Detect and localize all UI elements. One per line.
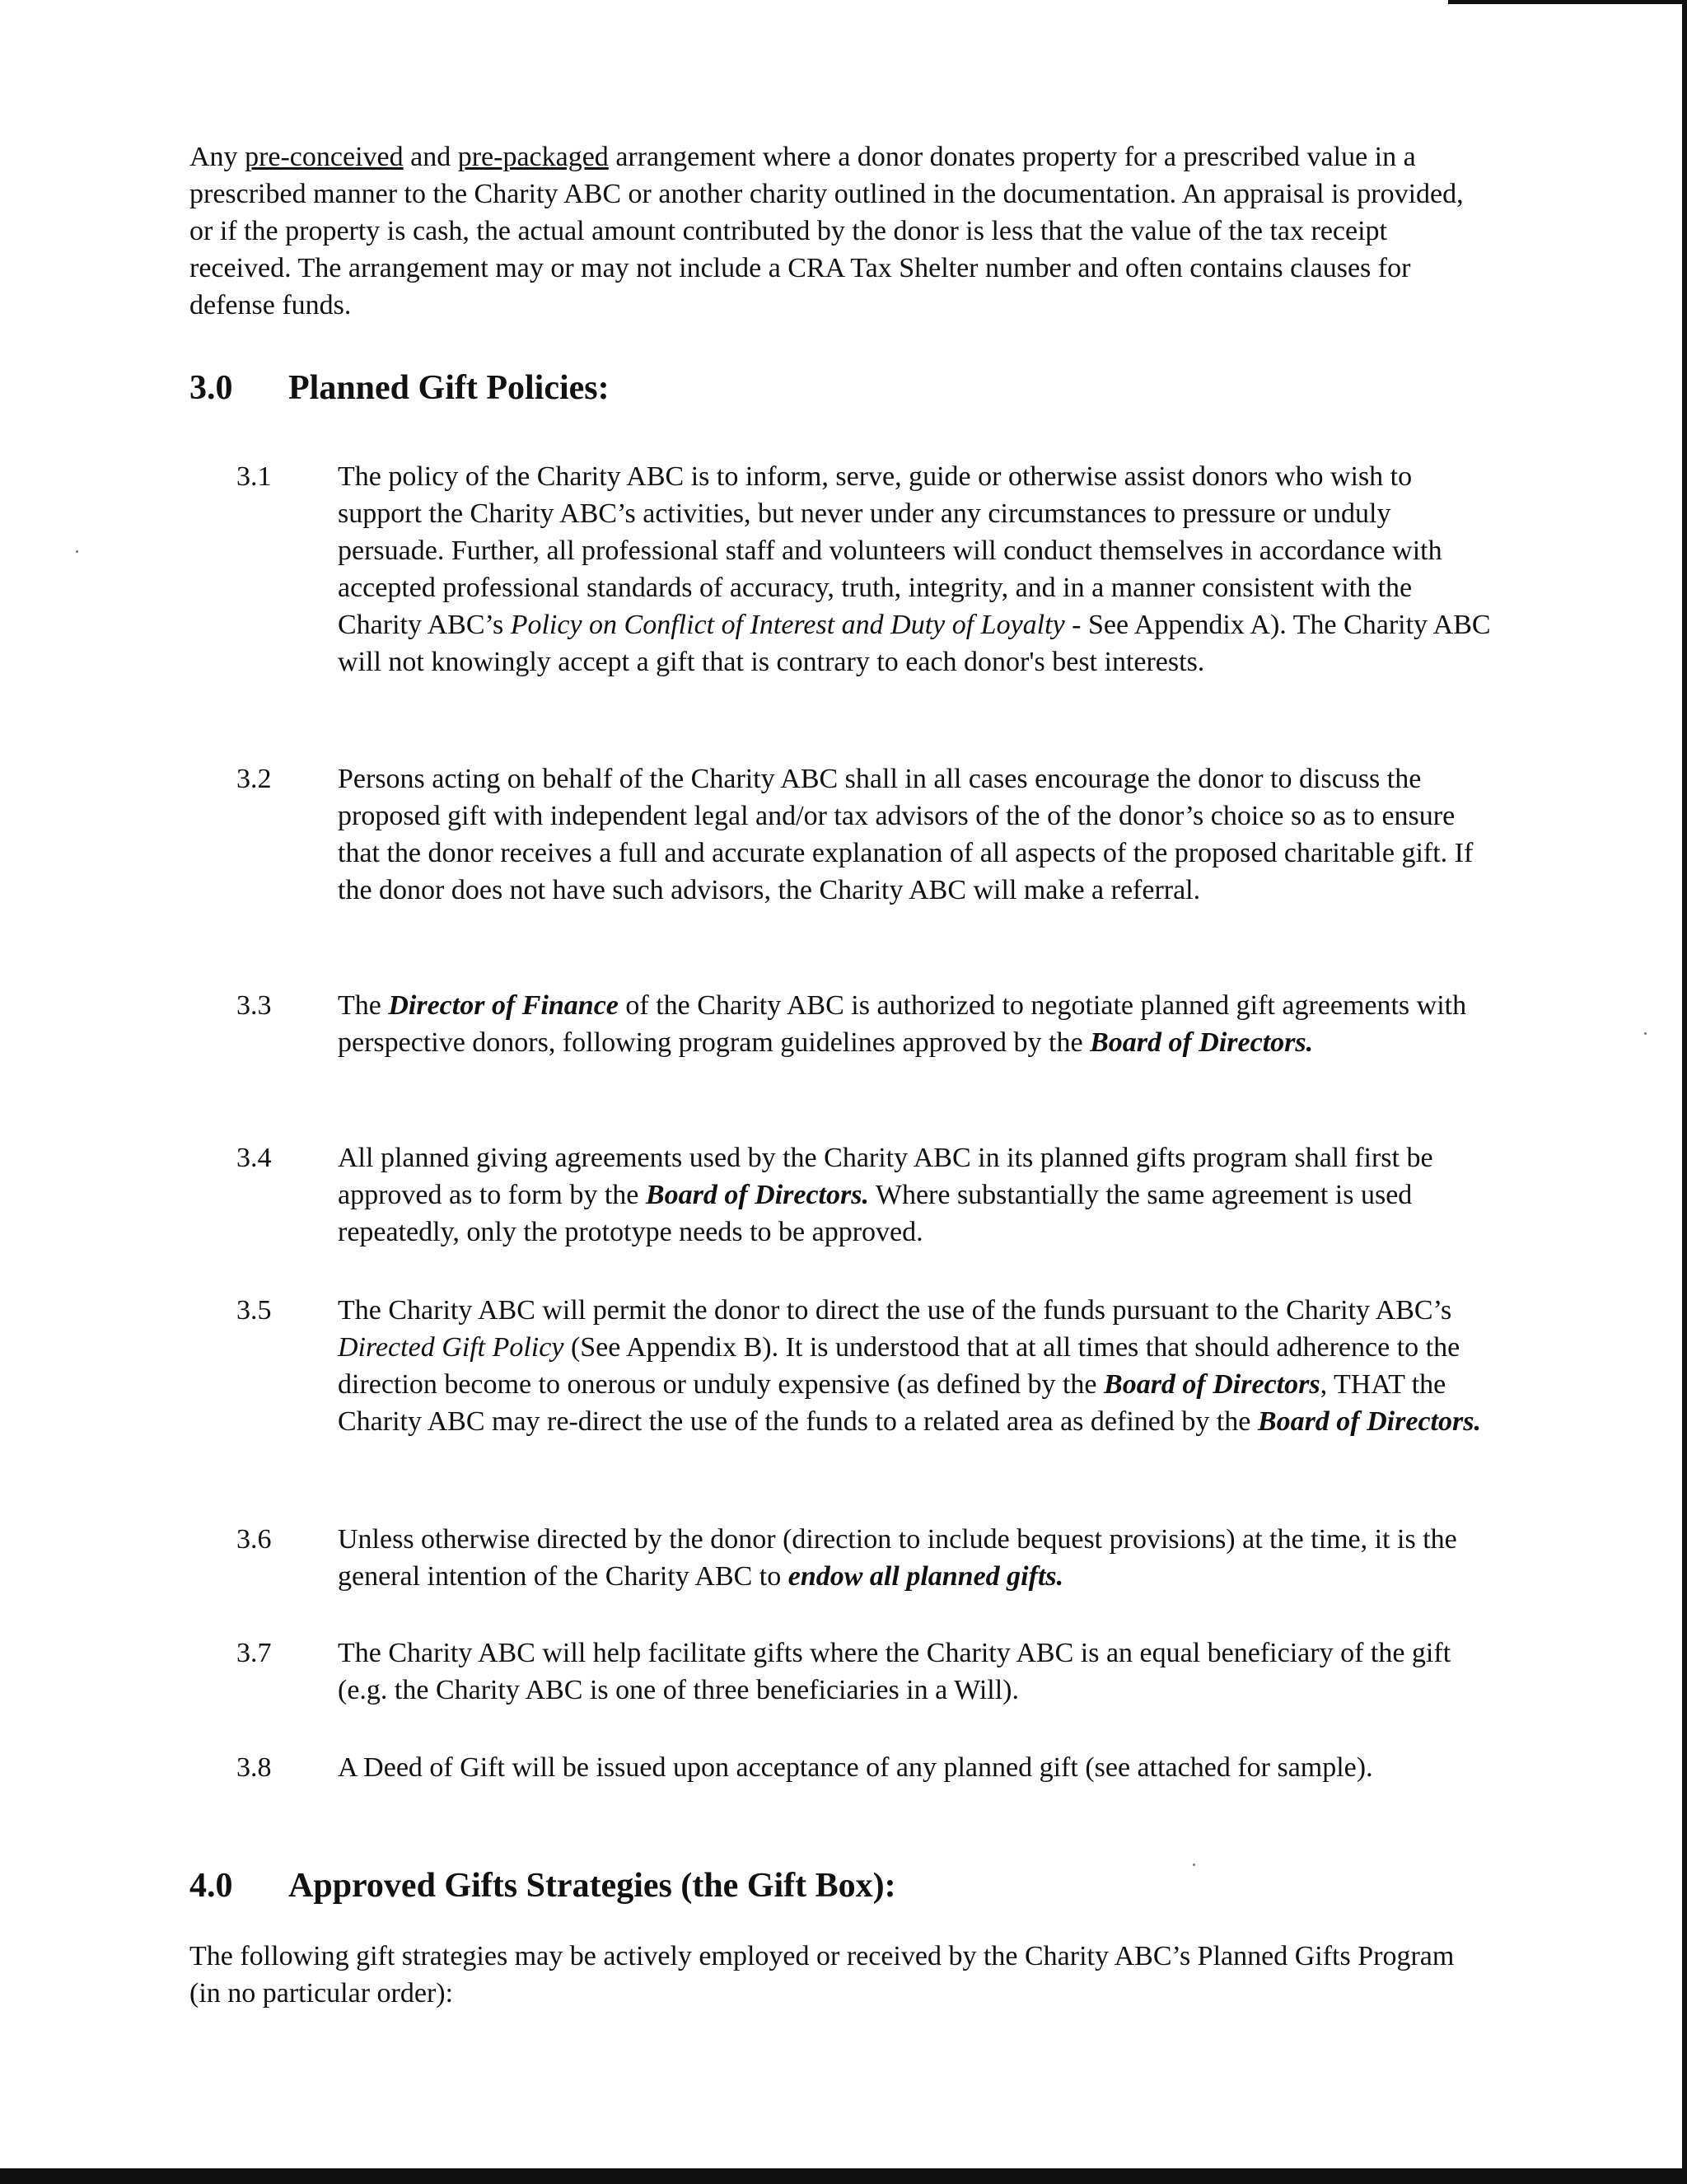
item-text <box>338 987 1491 1061</box>
item-number: 3.8 <box>236 1752 272 1783</box>
item-text <box>338 1292 1491 1440</box>
section-number: 4.0 <box>189 1867 233 1905</box>
item-number: 3.2 <box>236 764 272 794</box>
scan-speck <box>1193 1864 1195 1866</box>
intro-paragraph <box>189 138 1474 324</box>
item-text-run: The Charity ABC will permit the donor to direct the use of the funds pursuant to the Charity ABC’s <box>338 1295 1452 1326</box>
intro-text: Any <box>189 142 245 172</box>
italic-reference: Policy on Conflict of Interest and Duty of Loyalty <box>510 610 1065 640</box>
section-title: Planned Gift Policies: <box>288 369 610 407</box>
item-text-run: Where substantially the same agreement is used repeatedly, only the prototype needs to be approved. <box>338 1180 1413 1247</box>
item-text-run: A Deed of Gift will be issued upon acceptance of any planned gift (see attached for sample). <box>338 1752 1373 1783</box>
item-text-run: Unless otherwise directed by the donor (direction to include bequest provisions) at the time, it is the general intention of the Charity ABC to <box>338 1524 1457 1592</box>
section-heading-3 <box>189 367 610 409</box>
item-number: 3.3 <box>236 990 272 1021</box>
underlined-term: pre-conceived <box>245 142 404 172</box>
policy-item-3-4 <box>189 1139 1491 1251</box>
scan-speck <box>1644 1032 1647 1035</box>
item-text <box>338 1521 1491 1595</box>
scan-bottom-border <box>0 2168 1687 2184</box>
item-text-run: , THAT the Charity ABC may re-direct the use of the funds to a related area as defined by the <box>338 1369 1446 1437</box>
policy-item-3-7 <box>189 1634 1491 1709</box>
item-number: 3.6 <box>236 1524 272 1555</box>
item-number: 3.7 <box>236 1638 272 1668</box>
item-text-run: All planned giving agreements used by the Charity ABC in its planned gifts program shall first be approved as to form by the <box>338 1143 1433 1210</box>
policy-item-3-6 <box>189 1521 1491 1595</box>
item-text-run: The Charity ABC will help facilitate gifts where the Charity ABC is an equal beneficiary of the gift (e.g. the Charity ABC is one of three beneficiaries in a Will). <box>338 1638 1451 1705</box>
item-text <box>338 1139 1491 1251</box>
intro-text: and <box>403 142 458 172</box>
bold-italic-term: Board of Directors. <box>1257 1406 1481 1437</box>
item-text-run: of the Charity ABC is authorized to negotiate planned gift agreements with perspective donors, following program guidelines approved by the <box>338 990 1467 1058</box>
bold-italic-term: Board of Directors. <box>645 1180 869 1210</box>
item-number: 3.4 <box>236 1143 272 1173</box>
bold-italic-term: endow all planned gifts. <box>787 1561 1064 1592</box>
bold-italic-term: Director of Finance <box>388 990 619 1021</box>
item-number: 3.5 <box>236 1295 272 1326</box>
item-text-run: The <box>338 990 389 1021</box>
item-text-run: (See Appendix B). It is understood that at all times that should adherence to the direction become to onerous or unduly expensive (as defined by the <box>338 1332 1460 1400</box>
policy-item-3-8 <box>189 1749 1491 1786</box>
policy-item-3-1 <box>189 458 1491 680</box>
item-text-run: Persons acting on behalf of the Charity ABC shall in all cases encourage the donor to discuss the proposed gift with independent legal and/or tax advisors of the of the donor’s choice so as to ensure that the donor receives a full and accurate explanation of all aspects of the proposed charitable gift. If the donor does not have such advisors, the Charity ABC will make a referral. <box>338 764 1474 905</box>
section-title: Approved Gifts Strategies (the Gift Box): <box>288 1867 896 1905</box>
policy-item-3-5 <box>189 1292 1491 1440</box>
item-text <box>338 760 1491 909</box>
bold-italic-term: Board of Directors <box>1104 1369 1320 1400</box>
item-text-run: The policy of the Charity ABC is to inform, serve, guide or otherwise assist donors who wish to support the Charity ABC’s activities, but never under any circumstances to pressure or unduly persuade. Further, all professional staff and volunteers will conduct themselves in accordance with accepted professional standards of accuracy, truth, integrity, and in a manner consistent with the Charity ABC’s <box>338 461 1442 640</box>
item-text <box>338 458 1491 680</box>
scan-speck <box>76 550 78 553</box>
italic-reference: Directed Gift Policy <box>338 1332 564 1363</box>
intro-text: arrangement where a donor donates property for a prescribed value in a prescribed manner to the Charity ABC or another charity outlined in the documentation. An appraisal is provided, or if the property is cash, the actual amount contributed by the donor is less that the value of the tax receipt received. The arrangement may or may not include a CRA Tax Shelter number and often contains clauses for defense funds. <box>189 142 1464 320</box>
bold-italic-term: Board of Directors. <box>1090 1027 1314 1058</box>
policy-item-3-3 <box>189 987 1491 1061</box>
underlined-term: pre-packaged <box>457 142 609 172</box>
scan-right-border <box>1682 0 1687 2184</box>
policy-item-3-2 <box>189 760 1491 909</box>
closing-paragraph: The following gift strategies may be actively employed or received by the Charity ABC’s Planned Gifts Program (in no particular order): <box>189 1941 1455 2009</box>
item-text-run: - See Appendix A). The Charity ABC will not knowingly accept a gift that is contrary to each donor's best interests. <box>338 610 1491 677</box>
item-number: 3.1 <box>236 461 272 492</box>
scan-top-border <box>1448 0 1687 4</box>
item-text <box>338 1749 1491 1786</box>
item-text <box>338 1634 1491 1709</box>
section-heading-4 <box>189 1864 896 1907</box>
document-page <box>189 138 1491 2009</box>
section-number: 3.0 <box>189 369 233 407</box>
